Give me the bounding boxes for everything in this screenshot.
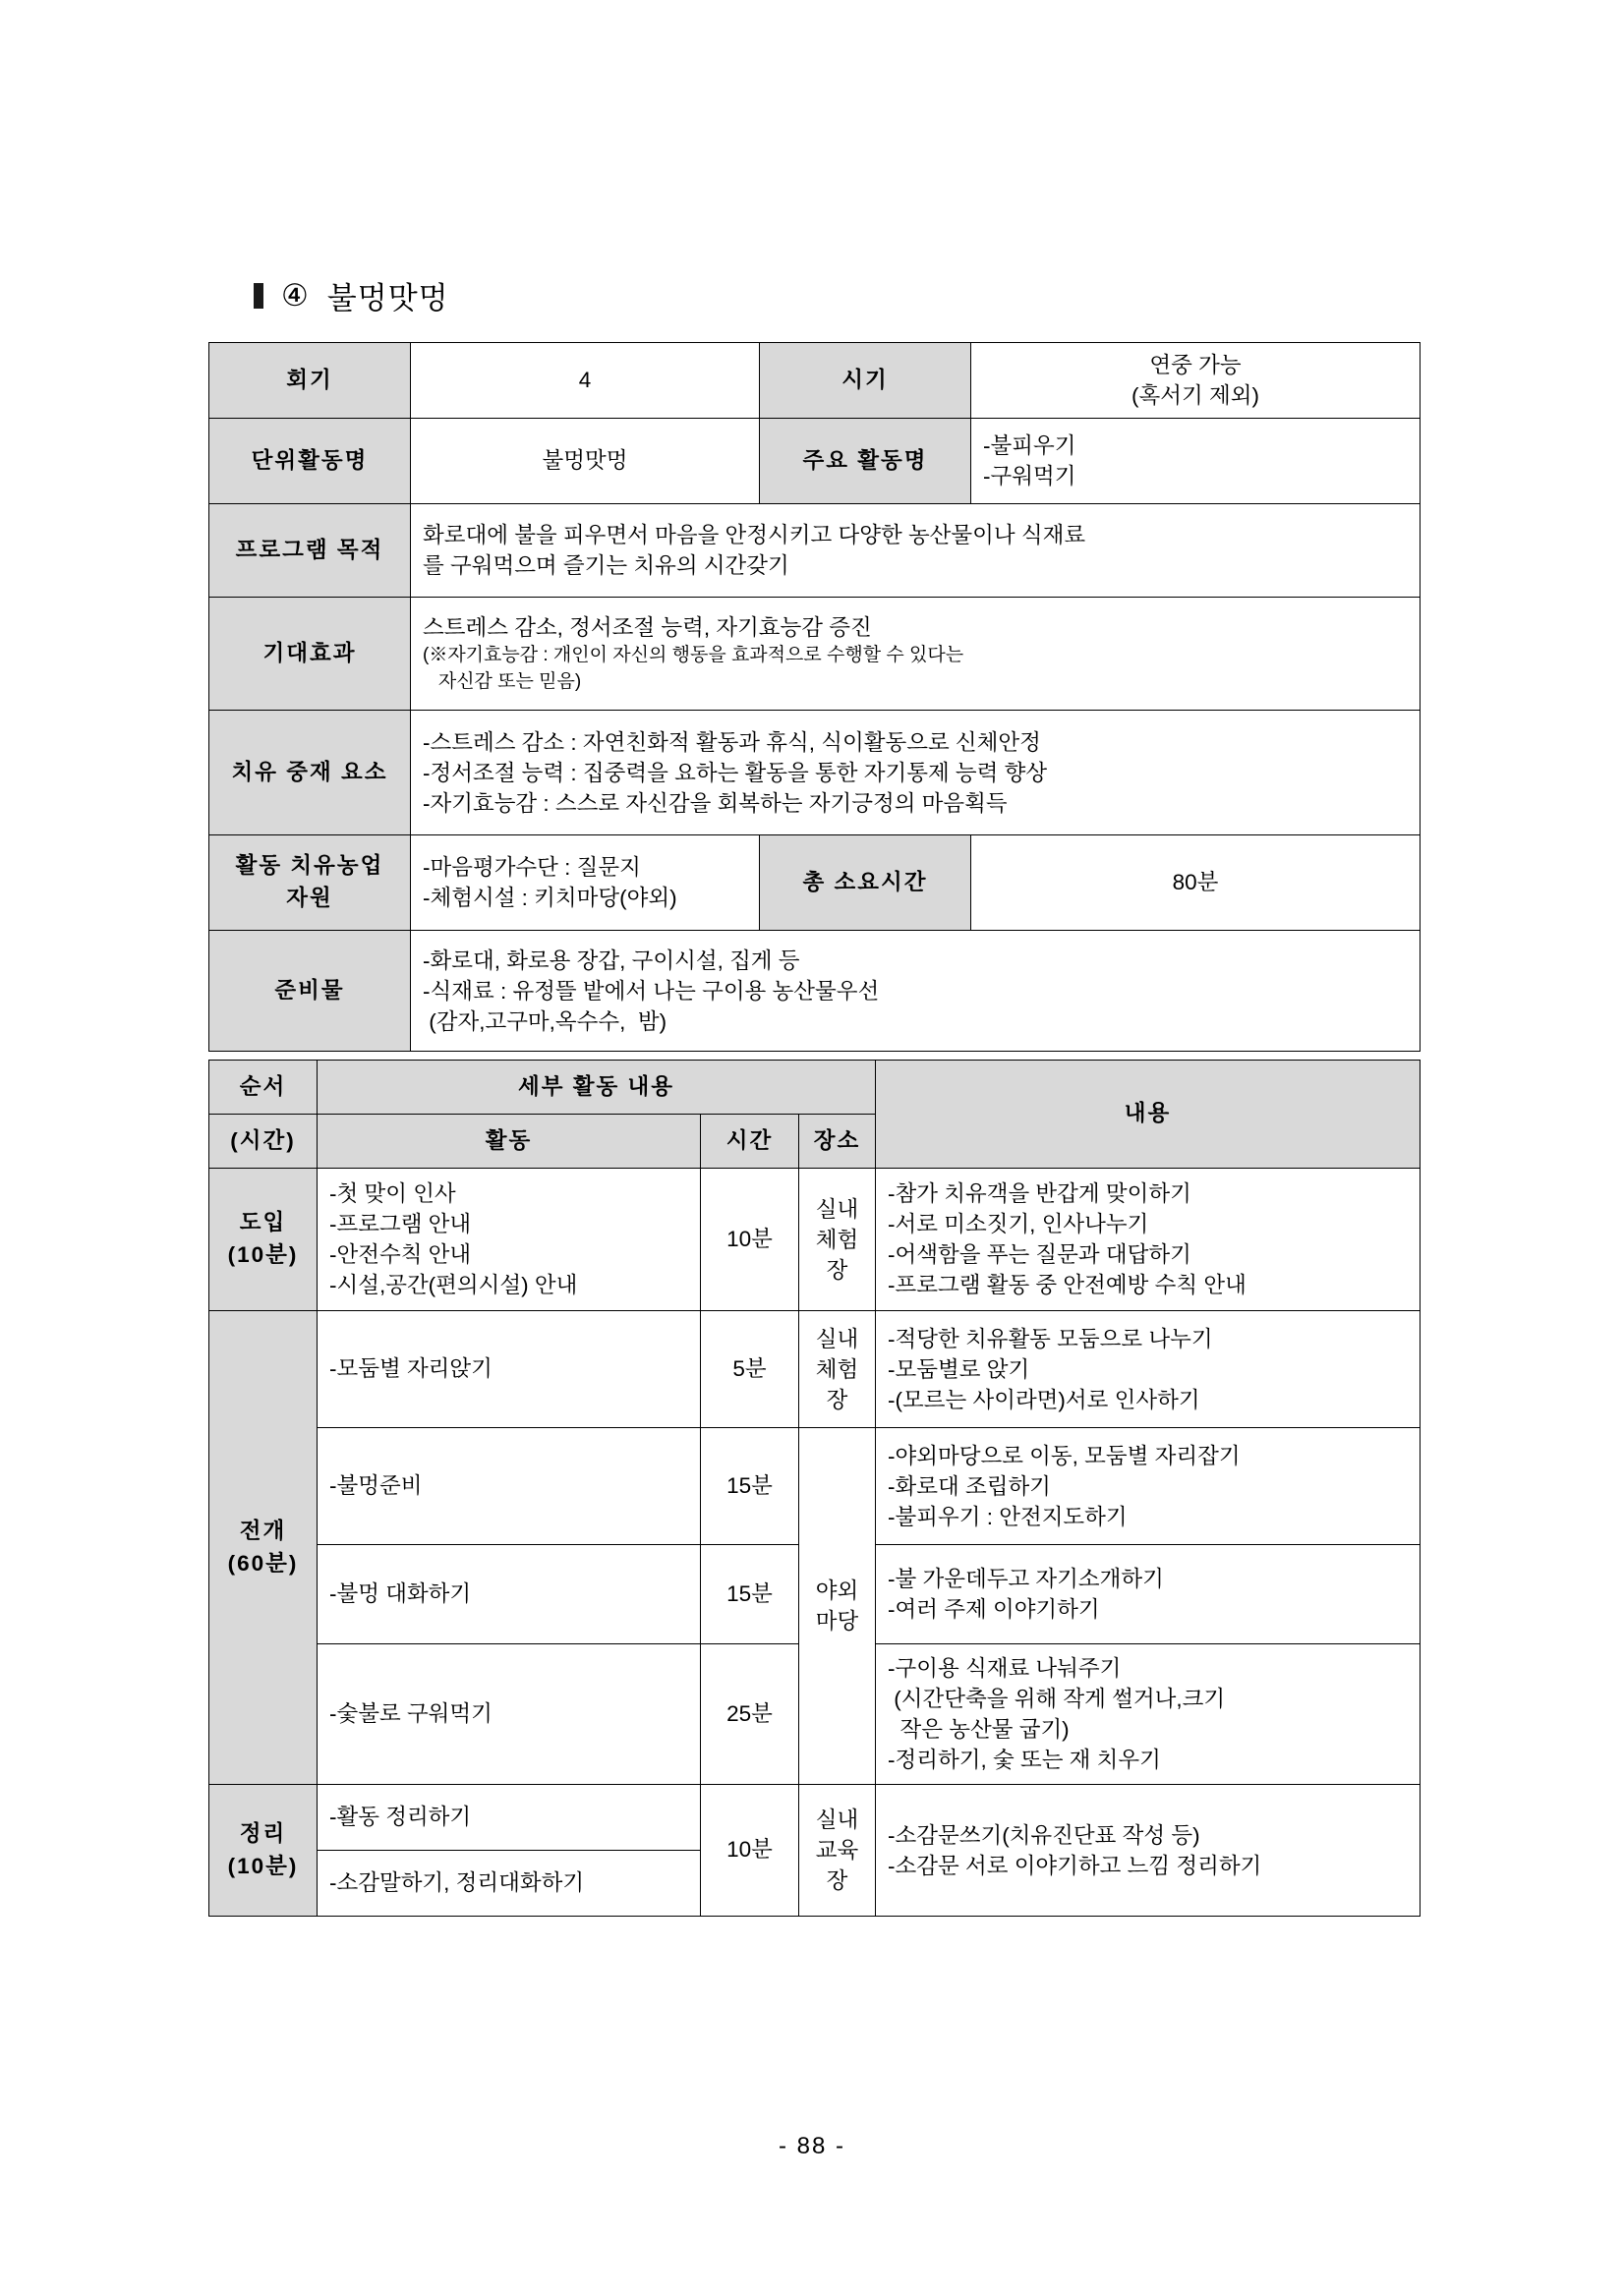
activity-intro: -첫 맞이 인사 -프로그램 안내 -안전수칙 안내 -시설,공간(편의시설) 안내 xyxy=(318,1169,701,1311)
header-activity: 활동 xyxy=(318,1115,701,1169)
content-fire-talk: -불 가운데두고 자기소개하기 -여러 주제 이야기하기 xyxy=(876,1545,1421,1644)
stage-closing: 정리 (10분) xyxy=(209,1785,318,1917)
label-main-activity: 주요 활동명 xyxy=(760,419,971,504)
header-order-time: (시간) xyxy=(209,1115,318,1169)
stage-develop: 전개 (60분) xyxy=(209,1311,318,1785)
time-charcoal-grill: 25분 xyxy=(701,1644,799,1785)
header-order: 순서 xyxy=(209,1061,318,1115)
value-healing-factors: -스트레스 감소 : 자연친화적 활동과 휴식, 식이활동으로 신체안정 -정서조절 능력 : 집중력을 요하는 활동을 통한 자기통제 능력 향상 -자기효능감 : 스스로 자신감을 회복하는 자기긍정의 마음획득 xyxy=(411,711,1421,835)
value-resources: -마음평가수단 : 질문지 -체험시설 : 키치마당(야외) xyxy=(411,835,760,931)
time-closing: 10분 xyxy=(701,1785,799,1917)
place-outdoor-yard: 야외 마당 xyxy=(799,1428,876,1785)
time-fire-talk: 15분 xyxy=(701,1545,799,1644)
table-row xyxy=(209,931,1421,1052)
header-place: 장소 xyxy=(799,1115,876,1169)
value-main-activity: -불피우기 -구워먹기 xyxy=(971,419,1421,504)
activity-reflection: -소감말하기, 정리대화하기 xyxy=(318,1851,701,1917)
activity-group-seating: -모둠별 자리앉기 xyxy=(318,1311,701,1428)
place-intro: 실내 체험 장 xyxy=(799,1169,876,1311)
label-total-time: 총 소요시간 xyxy=(760,835,971,931)
table-row xyxy=(209,1311,1421,1428)
header-content: 내용 xyxy=(876,1061,1421,1169)
table-row xyxy=(209,419,1421,504)
table-header-row xyxy=(209,1061,1421,1115)
label-healing-factors: 치유 중재 요소 xyxy=(209,711,411,835)
label-purpose: 프로그램 목적 xyxy=(209,504,411,598)
time-group-seating: 5분 xyxy=(701,1311,799,1428)
value-period: 연중 가능 (혹서기 제외) xyxy=(971,343,1421,419)
activity-detail-table xyxy=(208,1060,1421,1917)
stage-intro: 도입 (10분) xyxy=(209,1169,318,1311)
table-row xyxy=(209,1169,1421,1311)
table-row xyxy=(209,835,1421,931)
section-heading xyxy=(254,273,449,317)
activity-fire-talk: -불멍 대화하기 xyxy=(318,1545,701,1644)
time-fire-prep: 15분 xyxy=(701,1428,799,1545)
value-expected-effect: 스트레스 감소, 정서조절 능력, 자기효능감 증진 (※자기효능감 : 개인이 자신의 행동을 효과적으로 수행할 수 있다는 자신감 또는 믿음) xyxy=(411,598,1421,711)
value-purpose: 화로대에 불을 피우면서 마음을 안정시키고 다양한 농산물이나 식재료 를 구워먹으며 즐기는 치유의 시간갖기 xyxy=(411,504,1421,598)
value-total-time: 80분 xyxy=(971,835,1421,931)
value-session: 4 xyxy=(411,343,760,419)
table-row xyxy=(209,1785,1421,1851)
page-title: 불멍맛멍 xyxy=(326,281,449,316)
label-expected-effect: 기대효과 xyxy=(209,598,411,711)
table-row xyxy=(209,504,1421,598)
label-materials: 준비물 xyxy=(209,931,411,1052)
content-closing: -소감문쓰기(치유진단표 작성 등) -소감문 서로 이야기하고 느낌 정리하기 xyxy=(876,1785,1421,1917)
label-resources: 활동 치유농업 자원 xyxy=(209,835,411,931)
activity-wrapup: -활동 정리하기 xyxy=(318,1785,701,1851)
header-detail-group: 세부 활동 내용 xyxy=(318,1061,876,1115)
table-row xyxy=(209,711,1421,835)
content-fire-prep: -야외마당으로 이동, 모둠별 자리잡기 -화로대 조립하기 -불피우기 : 안전지도하기 xyxy=(876,1428,1421,1545)
content-intro: -참가 치유객을 반갑게 맞이하기 -서로 미소짓기, 인사나누기 -어색함을 푸는 질문과 대답하기 -프로그램 활동 중 안전예방 수칙 안내 xyxy=(876,1169,1421,1311)
label-period: 시기 xyxy=(760,343,971,419)
activity-charcoal-grill: -숯불로 구워먹기 xyxy=(318,1644,701,1785)
header-time: 시간 xyxy=(701,1115,799,1169)
place-closing: 실내 교육 장 xyxy=(799,1785,876,1917)
value-materials: -화로대, 화로용 장갑, 구이시설, 집게 등 -식재료 : 유정뜰 밭에서 나는 구이용 농산물우선 (감자,고구마,옥수수, 밤) xyxy=(411,931,1421,1052)
heading-marker: ④ xyxy=(281,277,310,313)
activity-fire-prep: -불멍준비 xyxy=(318,1428,701,1545)
table-row xyxy=(209,1428,1421,1545)
page-number: - 88 - xyxy=(778,2133,845,2159)
value-unit-activity: 불멍맛멍 xyxy=(411,419,760,504)
label-session: 회기 xyxy=(209,343,411,419)
table-row xyxy=(209,343,1421,419)
bullet-icon xyxy=(254,283,263,309)
label-unit-activity: 단위활동명 xyxy=(209,419,411,504)
table-row xyxy=(209,598,1421,711)
place-group-seating: 실내 체험 장 xyxy=(799,1311,876,1428)
content-charcoal-grill: -구이용 식재료 나눠주기 (시간단축을 위해 작게 썰거나,크기 작은 농산물 굽기) -정리하기, 숯 또는 재 치우기 xyxy=(876,1644,1421,1785)
program-info-table xyxy=(208,342,1421,1052)
content-group-seating: -적당한 치유활동 모둠으로 나누기 -모둠별로 앉기 -(모르는 사이라면)서로 인사하기 xyxy=(876,1311,1421,1428)
time-intro: 10분 xyxy=(701,1169,799,1311)
